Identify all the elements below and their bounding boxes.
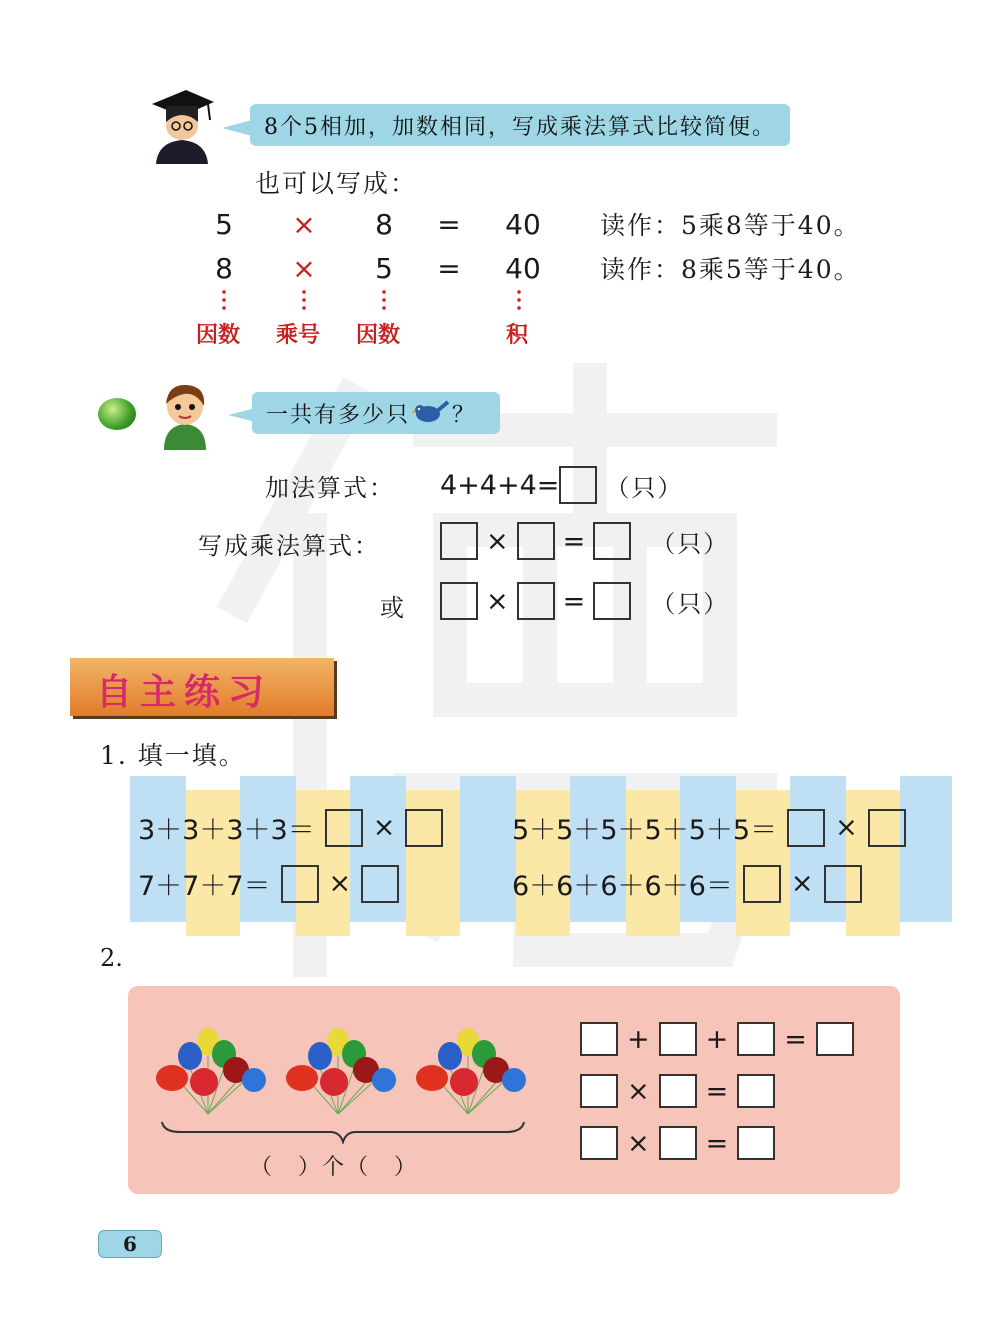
question-2-title: 2. [100,944,123,972]
answer-box[interactable] [824,865,862,903]
question-2-caption: （ ）个（ ） [250,1155,419,1180]
answer-box[interactable] [787,809,825,847]
bubble-tail [222,120,252,136]
equals-sign: = [562,525,586,557]
boy-speech-bubble [252,392,500,434]
fill-item [138,864,399,903]
answer-box[interactable] [580,1022,618,1056]
answer-box[interactable] [816,1022,854,1056]
times-sign: × [790,868,814,899]
fill-item [138,808,443,847]
q2-multiplication-equation-alt [580,1126,775,1160]
addition-expression: 3＋3＋3＋3＝ [138,815,315,846]
product: 40 [505,207,541,241]
grouping-brace [160,1120,526,1144]
unit-label: （只） [651,589,730,618]
answer-box[interactable] [361,865,399,903]
section-title: 自主练习 [96,672,273,713]
answer-box[interactable] [737,1022,775,1056]
balloon-bunches [148,1024,538,1120]
answer-box[interactable] [868,809,906,847]
times-sign: × [292,207,316,241]
teacher-speech-bubble [250,104,790,146]
times-sign: × [372,812,396,843]
answer-box[interactable] [593,582,631,620]
addition-expression: 7＋7＋7＝ [138,871,271,902]
factor-b: 8 [375,207,393,241]
dotted-pointer [222,288,226,314]
strip-panel [900,776,952,922]
factor-b: 5 [375,251,393,285]
q2-addition-equation [580,1022,854,1056]
times-sign: × [486,585,509,617]
balloon-bunch-icon [416,1028,526,1114]
equals-sign: = [437,207,461,241]
answer-box[interactable] [281,865,319,903]
equation-row [205,250,861,286]
times-sign: × [627,1127,650,1159]
multiplication-equation-alt [440,582,729,620]
addition-expression: 4+4+4= [440,469,560,501]
times-sign: × [292,251,316,285]
or-label: 或 [380,594,406,622]
balloon-bunch-icon [156,1028,266,1114]
product: 40 [505,251,541,285]
factor-a: 5 [215,207,233,241]
teacher-character-icon [148,86,218,164]
answer-box[interactable] [440,522,478,560]
dotted-pointer [382,288,386,314]
boy-bubble-question: ？ [452,402,477,428]
answer-box[interactable] [737,1126,775,1160]
dotted-pointer [517,288,521,314]
section-title-bar [70,658,334,716]
answer-box[interactable] [325,809,363,847]
equals-sign: = [784,1023,807,1055]
addition-equation [440,466,683,504]
answer-box[interactable] [517,582,555,620]
times-sign: × [835,812,858,843]
reading-text: 读作：5乘8等于40。 [600,211,861,240]
balloon-bunch-icon [286,1028,396,1114]
answer-box[interactable] [659,1074,697,1108]
addition-label: 加法算式： [265,474,395,502]
answer-box[interactable] [405,809,443,847]
answer-box[interactable] [743,865,781,903]
addition-expression: 6＋6＋6＋6＋6＝ [512,871,733,902]
green-ball-bullet-icon [98,398,136,430]
fill-item [512,808,906,847]
equals-sign: = [437,251,461,285]
factor-a: 8 [215,251,233,285]
unit-label: （只） [651,529,730,558]
plus-sign: + [627,1023,650,1055]
multiplication-equation [440,522,729,560]
unit-label: （只） [605,473,684,502]
answer-box[interactable] [517,522,555,560]
fill-item [512,864,862,903]
times-sign: × [328,868,352,899]
product-label: 积 [506,322,529,348]
answer-box[interactable] [737,1074,775,1108]
multiplication-label: 写成乘法算式： [198,532,380,560]
times-sign: × [486,525,509,557]
also-write-label: 也可以写成： [255,169,418,198]
equals-sign: = [705,1127,729,1159]
question-1-title: 1. 填一填。 [100,741,246,770]
plus-sign: + [705,1023,729,1055]
factor-label: 因数 [196,322,241,348]
equation-row [205,206,861,242]
reading-text: 读作：8乘5等于40。 [600,255,861,284]
page-number: 6 [98,1230,162,1258]
bird-icon [412,400,450,426]
answer-box[interactable] [580,1126,618,1160]
strip-panel [460,776,516,922]
boy-character-icon [156,380,214,450]
equals-sign: = [705,1075,729,1107]
answer-box[interactable] [580,1074,618,1108]
dotted-pointer [302,288,306,314]
answer-box[interactable] [659,1126,697,1160]
addition-expression: 5＋5＋5＋5＋5＋5＝ [512,815,778,846]
q2-multiplication-equation [580,1074,775,1108]
times-sign-label: 乘号 [276,322,321,348]
factor-label: 因数 [356,322,401,348]
boy-bubble-text: 一共有多少只 [266,402,411,428]
answer-box[interactable] [593,522,631,560]
answer-box[interactable] [559,466,597,504]
times-sign: × [627,1075,650,1107]
answer-box[interactable] [440,582,478,620]
equals-sign: = [562,585,586,617]
answer-box[interactable] [659,1022,697,1056]
teacher-bubble-text: 8个5相加，加数相同，写成乘法算式比较简便。 [264,114,776,140]
